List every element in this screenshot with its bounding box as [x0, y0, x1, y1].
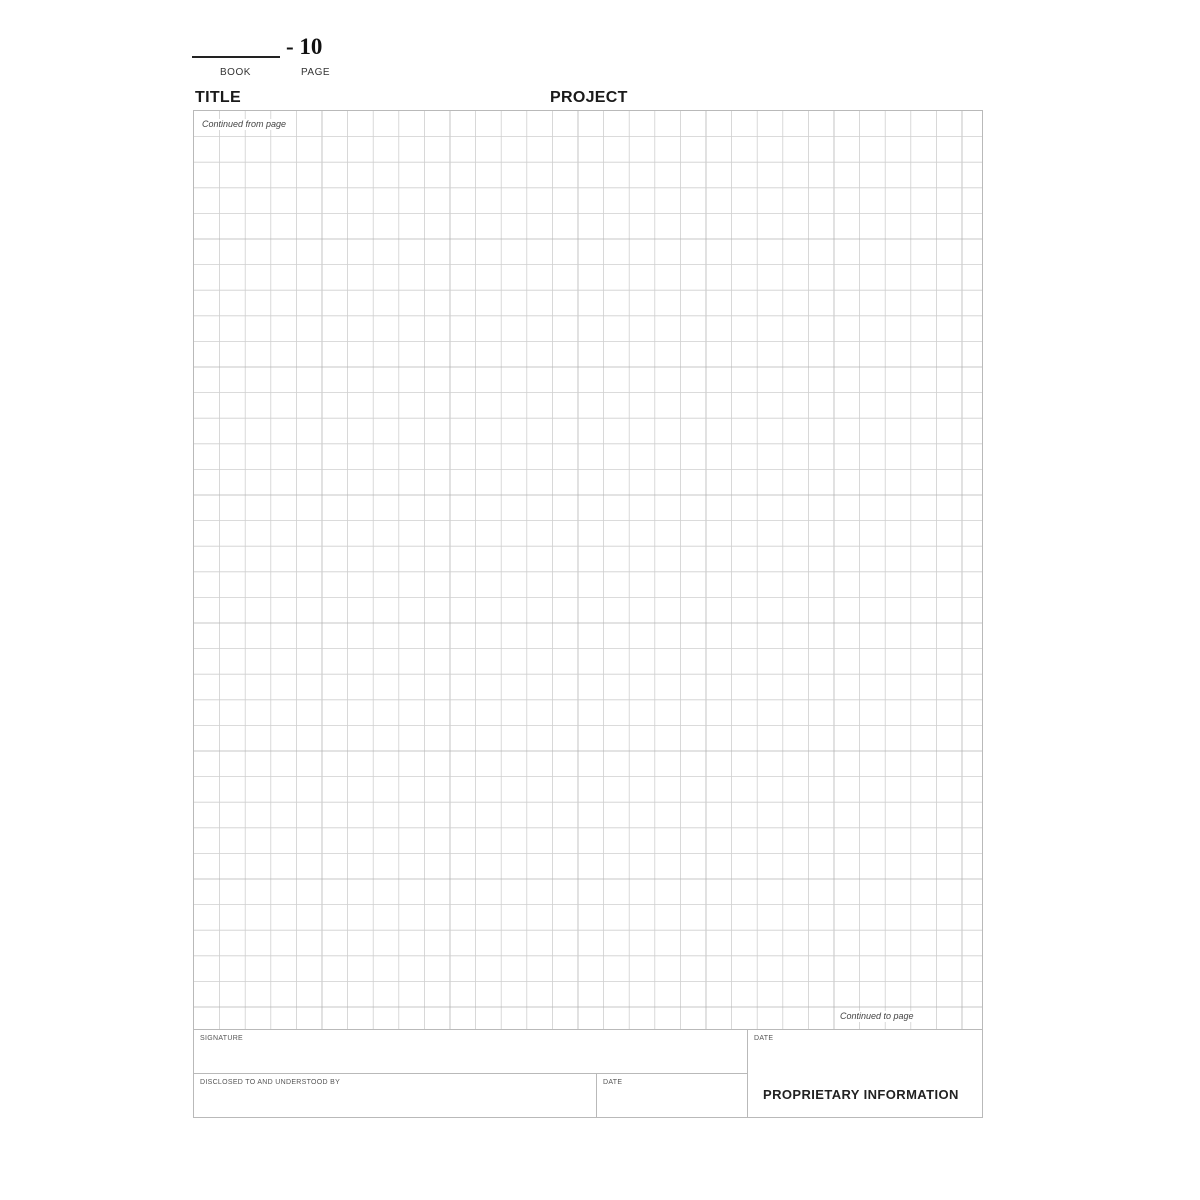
grid-lines: [194, 111, 982, 1029]
book-label: BOOK: [220, 67, 251, 78]
project-label: PROJECT: [550, 89, 628, 106]
date2-label: DATE: [603, 1079, 623, 1086]
disclosed-field[interactable]: [194, 1074, 597, 1117]
page-label: PAGE: [301, 67, 331, 78]
title-label: TITLE: [195, 89, 241, 106]
signature-date-field[interactable]: [748, 1030, 982, 1074]
date-label: DATE: [754, 1035, 774, 1042]
grid-area: [194, 111, 982, 1029]
signature-field[interactable]: [194, 1030, 748, 1074]
proprietary-cell: [748, 1074, 982, 1117]
grid-box: [193, 110, 983, 1118]
signature-block: [194, 1029, 982, 1117]
proprietary-information: PROPRIETARY INFORMATION: [763, 1087, 959, 1102]
disclosed-label: DISCLOSED TO AND UNDERSTOOD BY: [200, 1079, 341, 1086]
disclosed-date-field[interactable]: [597, 1074, 748, 1117]
continued-from-label: Continued from page: [202, 119, 287, 129]
continued-to-label: Continued to page: [840, 1011, 914, 1021]
page-number: - 10: [286, 34, 323, 59]
book-number-line: [192, 56, 280, 58]
signature-label: SIGNATURE: [200, 1035, 244, 1042]
